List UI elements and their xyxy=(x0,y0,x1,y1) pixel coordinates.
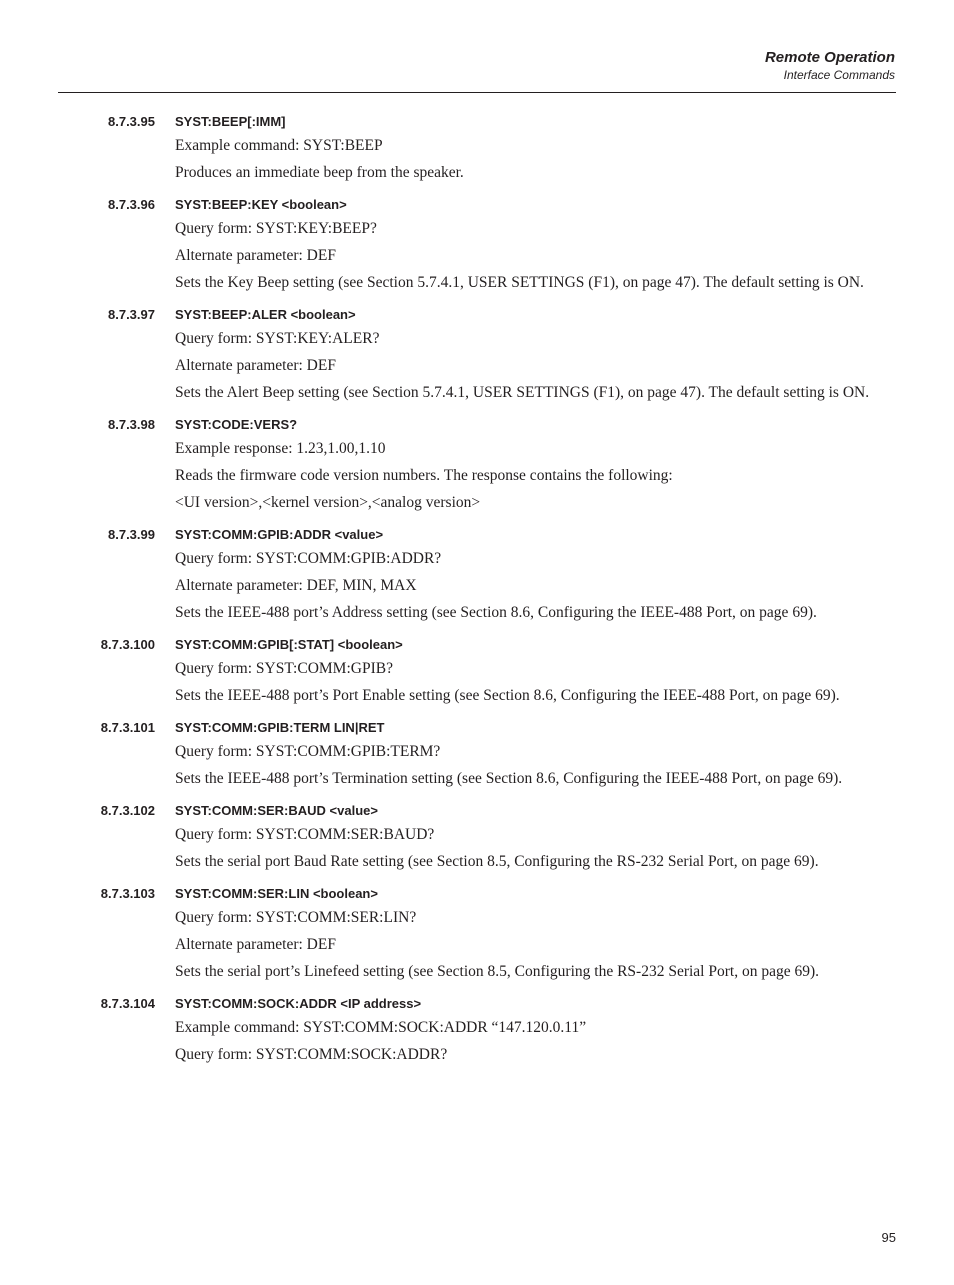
section-heading xyxy=(0,305,954,325)
body-paragraph: Sets the serial port’s Linefeed setting (see Section 8.5, Configuring the RS-232 Serial Port, on page 69). xyxy=(175,963,819,980)
command-title: SYST:COMM:SOCK:ADDR <IP address> xyxy=(175,996,422,1011)
section-number: 8.7.3.100 xyxy=(100,637,155,652)
command-title: SYST:COMM:SER:BAUD <value> xyxy=(175,803,378,818)
command-title: SYST:BEEP[:IMM] xyxy=(175,114,286,129)
body-paragraph: Query form: SYST:KEY:BEEP? xyxy=(175,220,377,237)
command-section xyxy=(0,718,954,788)
section-subtitle: Interface Commands xyxy=(783,68,895,82)
header-rule xyxy=(58,92,896,93)
body-paragraph: Produces an immediate beep from the speaker. xyxy=(175,164,464,181)
command-title: SYST:COMM:GPIB[:STAT] <boolean> xyxy=(175,637,403,652)
running-header xyxy=(765,48,895,83)
section-number: 8.7.3.99 xyxy=(108,527,155,542)
command-section xyxy=(0,635,954,705)
section-heading xyxy=(0,525,954,545)
section-number: 8.7.3.98 xyxy=(108,417,155,432)
body-paragraph: Alternate parameter: DEF, MIN, MAX xyxy=(175,577,417,594)
command-section xyxy=(0,801,954,871)
section-heading xyxy=(0,195,954,215)
body-paragraph: Query form: SYST:COMM:GPIB:TERM? xyxy=(175,743,441,760)
section-heading xyxy=(0,718,954,738)
command-title: SYST:BEEP:KEY <boolean> xyxy=(175,197,347,212)
command-section xyxy=(0,415,954,512)
section-heading xyxy=(0,415,954,435)
body-paragraph: Alternate parameter: DEF xyxy=(175,247,336,264)
body-paragraph: Query form: SYST:KEY:ALER? xyxy=(175,330,380,347)
body-paragraph: Alternate parameter: DEF xyxy=(175,357,336,374)
body-paragraph: Sets the serial port Baud Rate setting (see Section 8.5, Configuring the RS-232 Serial Port, on page 69). xyxy=(175,853,819,870)
body-paragraph: Sets the Key Beep setting (see Section 5.7.4.1, USER SETTINGS (F1), on page 47). The default setting is ON. xyxy=(175,274,864,291)
command-section xyxy=(0,525,954,622)
body-paragraph: Sets the IEEE-488 port’s Address setting (see Section 8.6, Configuring the IEEE-488 Port, on page 69). xyxy=(175,604,817,621)
section-number: 8.7.3.102 xyxy=(100,803,155,818)
section-heading xyxy=(0,994,954,1014)
command-section xyxy=(0,305,954,402)
command-section xyxy=(0,195,954,292)
body-paragraph: Alternate parameter: DEF xyxy=(175,936,336,953)
body-paragraph: Example command: SYST:BEEP xyxy=(175,137,383,154)
body-paragraph: Query form: SYST:COMM:SER:BAUD? xyxy=(175,826,435,843)
body-paragraph: Example command: SYST:COMM:SOCK:ADDR “147.120.0.11” xyxy=(175,1019,587,1036)
section-number: 8.7.3.95 xyxy=(108,114,155,129)
page-number: 95 xyxy=(881,1230,896,1245)
body-paragraph: Sets the IEEE-488 port’s Termination setting (see Section 8.6, Configuring the IEEE-488 Port, on page 69). xyxy=(175,770,843,787)
command-title: SYST:COMM:SER:LIN <boolean> xyxy=(175,886,378,901)
body-paragraph: Query form: SYST:COMM:GPIB:ADDR? xyxy=(175,550,442,567)
section-number: 8.7.3.96 xyxy=(108,197,155,212)
command-section xyxy=(0,884,954,981)
body-paragraph: <UI version>,<kernel version>,<analog version> xyxy=(175,494,481,511)
command-title: SYST:COMM:GPIB:ADDR <value> xyxy=(175,527,384,542)
body-paragraph: Reads the firmware code version numbers. The response contains the following: xyxy=(175,467,673,484)
section-number: 8.7.3.104 xyxy=(100,996,155,1011)
body-paragraph: Sets the Alert Beep setting (see Section 5.7.4.1, USER SETTINGS (F1), on page 47). The default setting is ON. xyxy=(175,384,870,401)
body-paragraph: Sets the IEEE-488 port’s Port Enable setting (see Section 8.6, Configuring the IEEE-488 Port, on page 69). xyxy=(175,687,840,704)
section-number: 8.7.3.101 xyxy=(100,720,155,735)
command-section xyxy=(0,112,954,182)
command-title: SYST:COMM:GPIB:TERM LIN|RET xyxy=(175,720,385,735)
command-section xyxy=(0,994,954,1064)
section-number: 8.7.3.103 xyxy=(100,886,155,901)
body-paragraph: Query form: SYST:COMM:SER:LIN? xyxy=(175,909,417,926)
section-heading xyxy=(0,884,954,904)
body-paragraph: Query form: SYST:COMM:GPIB? xyxy=(175,660,393,677)
section-number: 8.7.3.97 xyxy=(108,307,155,322)
body-paragraph: Example response: 1.23,1.00,1.10 xyxy=(175,440,386,457)
body-paragraph: Query form: SYST:COMM:SOCK:ADDR? xyxy=(175,1046,448,1063)
chapter-title: Remote Operation xyxy=(764,49,895,66)
section-heading xyxy=(0,635,954,655)
section-heading xyxy=(0,801,954,821)
command-sections xyxy=(0,112,954,1077)
command-title: SYST:CODE:VERS? xyxy=(175,417,298,432)
section-heading xyxy=(0,112,954,132)
command-title: SYST:BEEP:ALER <boolean> xyxy=(175,307,356,322)
